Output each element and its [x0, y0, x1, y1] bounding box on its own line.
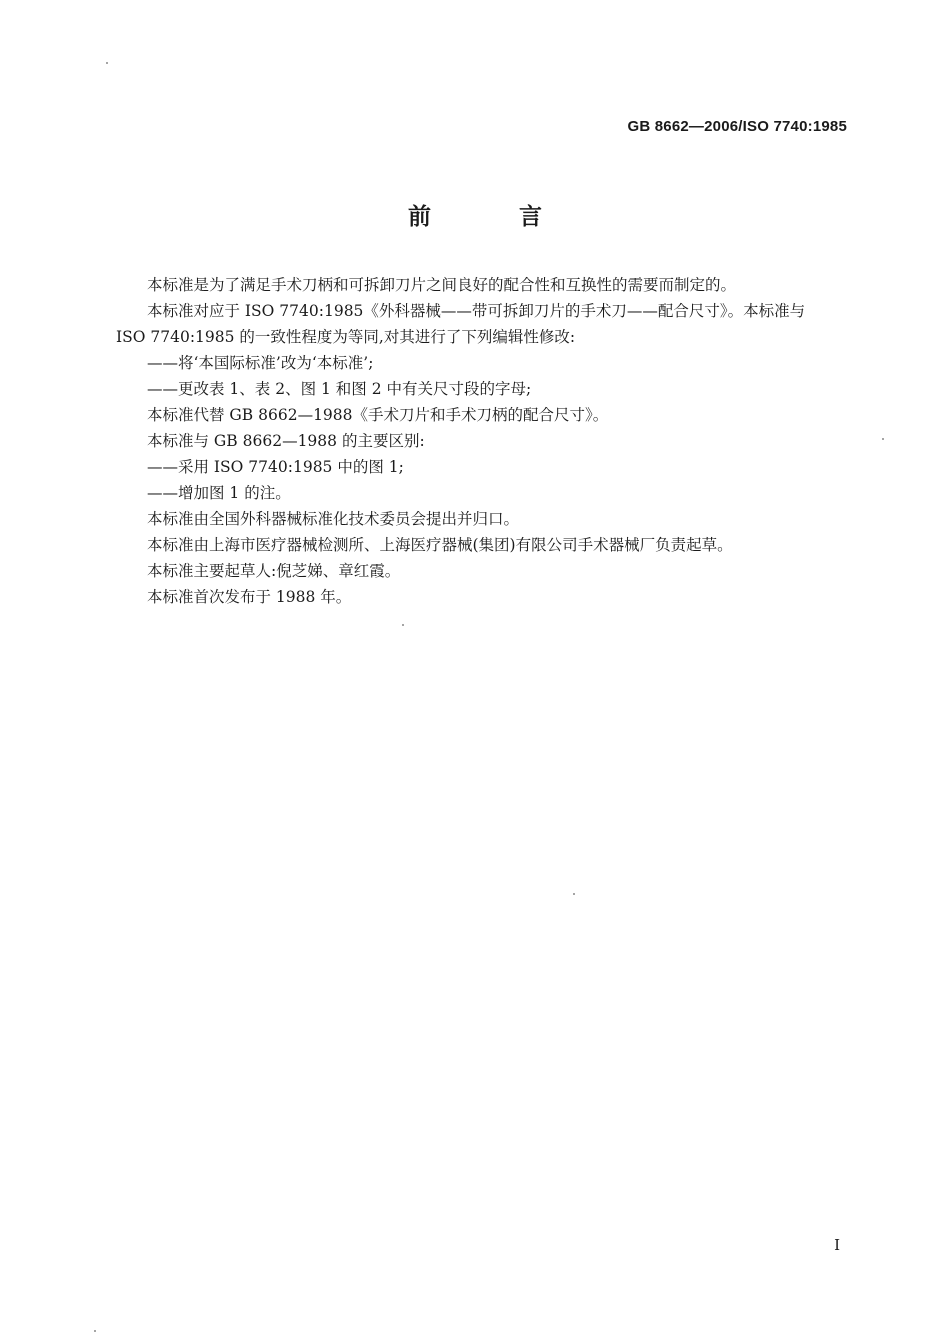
paragraph-differences: 本标准与 GB 8662—1988 的主要区别:: [147, 432, 425, 450]
scan-speck: [882, 438, 884, 440]
paragraph-drafted-by: 本标准由上海市医疗器械检测所、上海医疗器械(集团)有限公司手术器械厂负责起草。: [147, 536, 733, 554]
page-number: I: [834, 1236, 840, 1254]
list-item-edit-2: ——更改表 1、表 2、图 1 和图 2 中有关尺寸段的字母;: [147, 380, 532, 398]
standard-code-header: GB 8662—2006/ISO 7740:1985: [627, 118, 847, 135]
scan-speck: [94, 1330, 96, 1332]
scan-speck: [402, 624, 404, 626]
scan-speck: [106, 62, 108, 64]
scan-speck: [573, 893, 575, 895]
paragraph-first-published: 本标准首次发布于 1988 年。: [147, 588, 352, 606]
paragraph-correspondence-cont: ISO 7740:1985 的一致性程度为等同,对其进行了下列编辑性修改:: [116, 328, 576, 346]
list-item-edit-1: ——将‘本国际标准’改为‘本标准’;: [147, 354, 374, 372]
paragraph-purpose: 本标准是为了满足手术刀柄和可拆卸刀片之间良好的配合性和互换性的需要而制定的。: [147, 276, 737, 294]
foreword-body: [116, 272, 856, 610]
page-title: 前 言: [407, 204, 582, 230]
paragraph-correspondence: 本标准对应于 ISO 7740:1985《外科器械——带可拆卸刀片的手术刀——配合尺寸》。本标准与: [147, 302, 806, 320]
paragraph-drafters: 本标准主要起草人:倪芝娣、章红霞。: [147, 562, 401, 580]
paragraph-proposed-by: 本标准由全国外科器械标准化技术委员会提出并归口。: [147, 510, 520, 528]
list-item-diff-1: ——采用 ISO 7740:1985 中的图 1;: [147, 458, 404, 476]
paragraph-replaces: 本标准代替 GB 8662—1988《手术刀片和手术刀柄的配合尺寸》。: [147, 406, 609, 424]
list-item-diff-2: ——增加图 1 的注。: [147, 484, 291, 502]
